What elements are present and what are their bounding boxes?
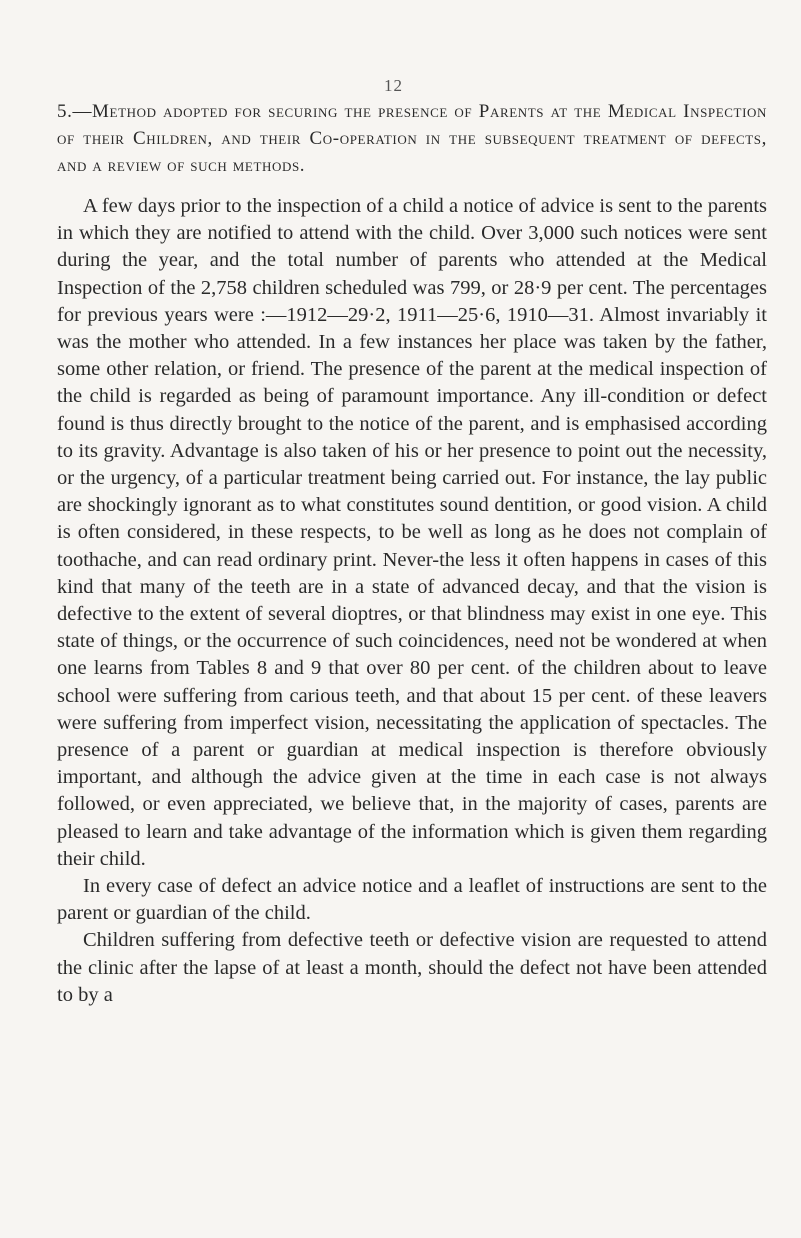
paragraph-clinic-attendance: Children suffering from defective teeth or defective vision are requested to attend the clinic after the lapse of at least a month, should the defect not have been attended to by a <box>57 929 767 1006</box>
paragraph-advice-notice: In every case of defect an advice notice and a leaflet of instructions are sent to the parent or guardian of the child. <box>57 875 767 925</box>
paragraph-attendance: A few days prior to the inspection of a child a notice of advice is sent to the parents in which they are notified to attend with the child. Over 3,000 such notices were sent during the year, and the total number of parents who attended at the Medical Inspection of the 2,758 children scheduled was 799, or 28·9 per cent. The percentages for previous years were :—1912—29·2, 1911—25·6, 1910—31. Almost invariably it was the mother who attended. In a few instances her place was taken by the father, some other relation, or friend. The presence of the parent at the medical inspection of the child is regarded as being of paramount importance. Any ill-condition or defect found is thus directly brought to the notice of the parent, and is emphasised according to its gravity. Advantage is also taken of his or her presence to point out the necessity, or the urgency, of a particular treatment being carried out. For instance, the lay public are shockingly ignorant as to what constitutes sound dentition, or good vision. A child is often considered, in these respects, to be well as long as he does not complain of toothache, and can read ordinary print. Never-the less it often happens in cases of this kind that many of the teeth are in a state of advanced decay, and that the vision is defective to the extent of several dioptres, or that blindness may exist in one eye. This state of things, or the occurrence of such coincidences, need not be wondered at when one learns from Tables 8 and 9 that over 80 per cent. of the children about to leave school were suffering from carious teeth, and that about 15 per cent. of these leavers were suffering from imperfect vision, necessitating the application of spectacles. The presence of a parent or guardian at medical inspection is therefore obviously important, and although the advice given at the time in each case is not always followed, or even appreciated, we believe that, in the majority of cases, parents are pleased to learn and take advantage of the information which is given them regarding their child. <box>57 195 767 870</box>
page-number: 12 <box>384 76 403 95</box>
document-page <box>57 74 767 1009</box>
section-heading: 5.—Method adopted for securing the presence of Parents at the Medical Inspection of their Children, and their Co-operation in the subsequent treatment of defects, and a review of such methods. <box>57 101 767 176</box>
